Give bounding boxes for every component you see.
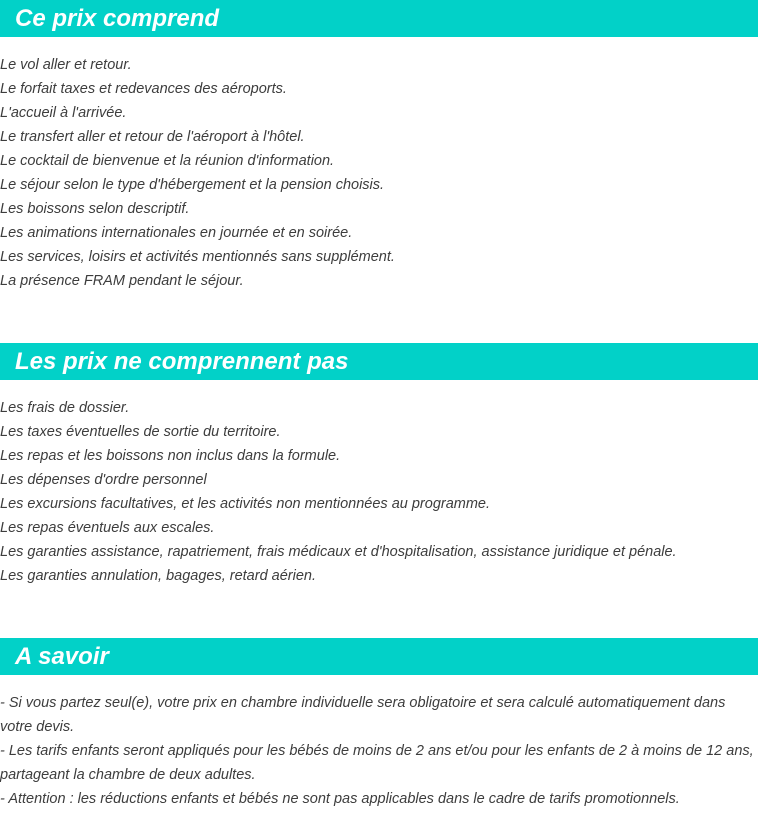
list-item: L'accueil à l'arrivée. (0, 105, 127, 121)
list-item: - Les tarifs enfants seront appliqués pour les bébés de moins de 2 ans et/ou pour les enfants de 2 à moins de 12 ans, partageant la chambre de deux adultes. (0, 743, 754, 783)
list-item: Les garanties assistance, rapatriement, frais médicaux et d'hospitalisation, assistance juridique et pénale. (0, 544, 677, 560)
list-item: Les services, loisirs et activités mentionnés sans supplément. (0, 249, 395, 265)
excluded-list (0, 396, 758, 588)
list-item: Le cocktail de bienvenue et la réunion d'information. (0, 153, 335, 169)
list-item: Les dépenses d'ordre personnel (0, 472, 207, 488)
section-title-included: Ce prix comprend (0, 0, 758, 37)
list-item: Le forfait taxes et redevances des aéroports. (0, 81, 287, 97)
list-item: Les repas éventuels aux escales. (0, 520, 215, 536)
list-item: Les repas et les boissons non inclus dans la formule. (0, 448, 341, 464)
list-item: Les boissons selon descriptif. (0, 201, 190, 217)
section-title-savoir: A savoir (0, 638, 758, 675)
list-item: Les taxes éventuelles de sortie du territoire. (0, 424, 281, 440)
list-item: Le vol aller et retour. (0, 57, 132, 73)
included-list (0, 53, 758, 293)
savoir-list (0, 691, 758, 811)
list-item: Le séjour selon le type d'hébergement et la pension choisis. (0, 177, 385, 193)
list-item: Les animations internationales en journée et en soirée. (0, 225, 353, 241)
list-item: La présence FRAM pendant le séjour. (0, 273, 244, 289)
list-item: - Attention : les réductions enfants et bébés ne sont pas applicables dans le cadre de tarifs promotionnels. (0, 791, 680, 807)
section-title-excluded: Les prix ne comprennent pas (0, 343, 758, 380)
list-item: Le transfert aller et retour de l'aéroport à l'hôtel. (0, 129, 305, 145)
list-item: Les frais de dossier. (0, 400, 130, 416)
list-item: Les excursions facultatives, et les activités non mentionnées au programme. (0, 496, 491, 512)
list-item: Les garanties annulation, bagages, retard aérien. (0, 568, 316, 584)
list-item: - Si vous partez seul(e), votre prix en chambre individuelle sera obligatoire et sera calculé automatiquement dans votre devis. (0, 695, 726, 735)
